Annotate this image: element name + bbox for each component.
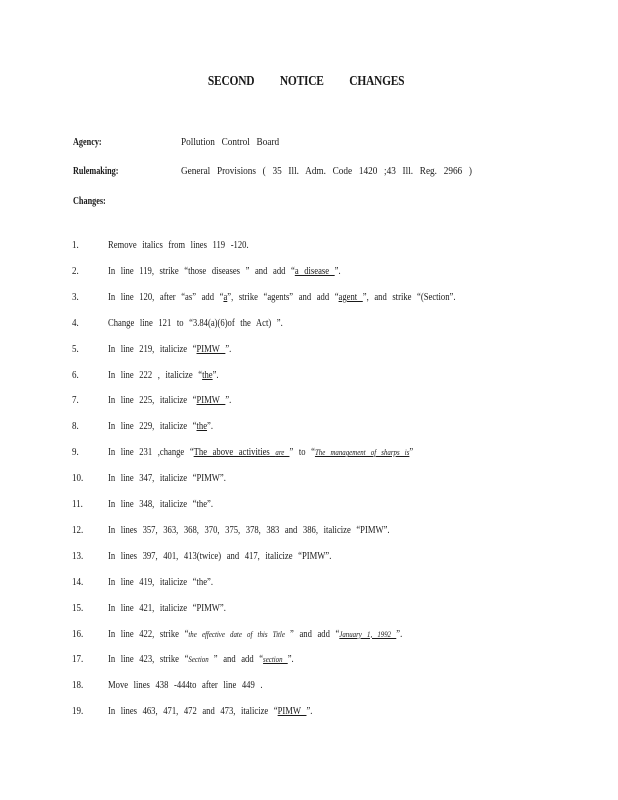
rulemaking-value: General Provisions ( 35 Ill. Adm. Code 1420 ;43 Ill. Reg. 2966 ) xyxy=(181,166,472,177)
change-text xyxy=(108,629,402,640)
agency-label: Agency: xyxy=(73,137,102,148)
inserted-text: PIMW xyxy=(196,395,226,407)
instruction-text: In line 225, italicize “ xyxy=(108,395,197,407)
instruction-text: In line 422, strike “ xyxy=(108,628,189,640)
change-number: 1. xyxy=(72,240,79,251)
inserted-text: The management of sharps is xyxy=(314,448,410,458)
instruction-text: ”. xyxy=(396,628,403,640)
change-text xyxy=(108,551,331,562)
instruction-text: In line 347, italicize “PIMW”. xyxy=(108,473,226,485)
instruction-text: ”, and strike “(Section”. xyxy=(362,291,456,303)
instruction-text: Move lines 438 -444to after line 449 . xyxy=(108,680,263,692)
instruction-text: ”. xyxy=(225,343,232,355)
instruction-text: In line 120, after “as” add “ xyxy=(108,291,224,303)
inserted-text: the xyxy=(196,421,208,433)
instruction-text: In line 222 , italicize “ xyxy=(108,369,203,381)
change-text xyxy=(108,421,213,432)
inserted-text: PIMW xyxy=(277,706,307,718)
instruction-text: In line 423, strike “ xyxy=(108,654,189,666)
change-item xyxy=(72,629,592,643)
change-item xyxy=(72,395,592,409)
instruction-text: In line 419, italicize “the”. xyxy=(108,576,213,588)
change-item xyxy=(72,240,592,254)
change-item xyxy=(72,370,592,384)
inserted-text: agent xyxy=(338,291,363,303)
change-number: 3. xyxy=(72,291,79,303)
change-text xyxy=(108,603,226,614)
change-text xyxy=(108,706,312,717)
change-text xyxy=(108,318,283,329)
inserted-text: section xyxy=(263,655,288,665)
title-word: NOTICE xyxy=(279,74,324,89)
instruction-text: ” to “ xyxy=(289,447,315,459)
instruction-text: In line 119, strike “those diseases ” and add “ xyxy=(108,265,295,277)
instruction-text: ”, strike “agents” and add “ xyxy=(227,291,339,303)
change-item xyxy=(72,266,592,280)
change-number: 15. xyxy=(72,602,84,614)
change-number: 6. xyxy=(72,369,79,381)
instruction-text: ”. xyxy=(207,421,214,433)
change-item xyxy=(72,680,592,694)
instruction-text: In line 219, italicize “ xyxy=(108,343,197,355)
instruction-text: In line 421, italicize “PIMW”. xyxy=(108,602,226,614)
instruction-text: ”. xyxy=(306,706,313,718)
change-text xyxy=(108,654,294,665)
instruction-text: ”. xyxy=(334,265,341,277)
change-number: 16. xyxy=(72,628,84,640)
change-number: 5. xyxy=(72,343,79,355)
changes-label: Changes: xyxy=(73,196,106,207)
instruction-text: In lines 397, 401, 413(twice) and 417, italicize “PIMW”. xyxy=(108,550,332,562)
change-text xyxy=(108,499,213,510)
italic-text: Section xyxy=(188,655,214,665)
change-item xyxy=(72,603,592,617)
page-title xyxy=(53,74,560,90)
inserted-text: are xyxy=(275,448,290,458)
change-text xyxy=(108,370,219,381)
inserted-text: The above activities xyxy=(193,447,276,459)
change-item xyxy=(72,551,592,565)
instruction-text: ” and add “ xyxy=(290,628,340,640)
change-text xyxy=(108,577,213,588)
change-item xyxy=(72,706,592,720)
change-text xyxy=(108,473,226,484)
instruction-text: Remove italics from lines 119 -120. xyxy=(108,240,249,251)
change-text xyxy=(108,240,249,251)
change-number: 8. xyxy=(72,421,79,433)
change-number: 4. xyxy=(72,317,79,329)
change-number: 17. xyxy=(72,654,84,666)
change-number: 10. xyxy=(72,473,84,485)
instruction-text: In lines 463, 471, 472 and 473, italicize “ xyxy=(108,706,278,718)
change-item xyxy=(72,292,592,306)
change-number: 12. xyxy=(72,524,84,536)
change-number: 9. xyxy=(72,447,79,459)
change-item xyxy=(72,654,592,668)
change-text xyxy=(108,344,231,355)
instruction-text: Change line 121 to “3.84(a)(6)of the Act) ”. xyxy=(108,317,283,329)
change-item xyxy=(72,344,592,358)
instruction-text: In line 231 ,change “ xyxy=(108,447,194,459)
change-item xyxy=(72,318,592,332)
change-item xyxy=(72,577,592,591)
inserted-text: PIMW xyxy=(196,343,226,355)
instruction-text: ” xyxy=(409,447,414,459)
change-text xyxy=(108,525,390,536)
change-item xyxy=(72,447,592,461)
inserted-text: a xyxy=(223,291,228,303)
change-text xyxy=(108,680,262,691)
change-number: 13. xyxy=(72,550,84,562)
change-item xyxy=(72,525,592,539)
inserted-text: the xyxy=(202,369,213,381)
title-word: SECOND xyxy=(207,74,255,89)
change-number: 7. xyxy=(72,395,79,407)
change-item xyxy=(72,421,592,435)
instruction-text: ”. xyxy=(212,369,219,381)
change-number: 19. xyxy=(72,706,84,718)
change-text xyxy=(108,447,413,458)
instruction-text: ” and add “ xyxy=(213,654,264,666)
change-text xyxy=(108,292,455,303)
instruction-text: ”. xyxy=(225,395,232,407)
instruction-text: In lines 357, 363, 368, 370, 375, 378, 383 and 386, italicize “PIMW”. xyxy=(108,524,390,536)
agency-value: Pollution Control Board xyxy=(181,137,280,148)
change-number: 18. xyxy=(72,680,84,692)
change-item xyxy=(72,499,592,513)
italic-text: the effective date of this Title xyxy=(188,629,291,639)
instruction-text: In line 229, italicize “ xyxy=(108,421,197,433)
change-text xyxy=(108,395,231,406)
change-item xyxy=(72,473,592,487)
change-number: 14. xyxy=(72,576,84,588)
change-number: 11. xyxy=(72,499,83,510)
rulemaking-label: Rulemaking: xyxy=(73,166,119,177)
change-number: 2. xyxy=(72,265,79,277)
instruction-text: In line 348, italicize “the”. xyxy=(108,499,213,510)
change-text xyxy=(108,266,341,277)
inserted-text: January 1, 1992 xyxy=(339,629,397,639)
title-word: CHANGES xyxy=(349,74,405,89)
inserted-text: a disease xyxy=(294,265,335,277)
instruction-text: ”. xyxy=(287,654,294,666)
